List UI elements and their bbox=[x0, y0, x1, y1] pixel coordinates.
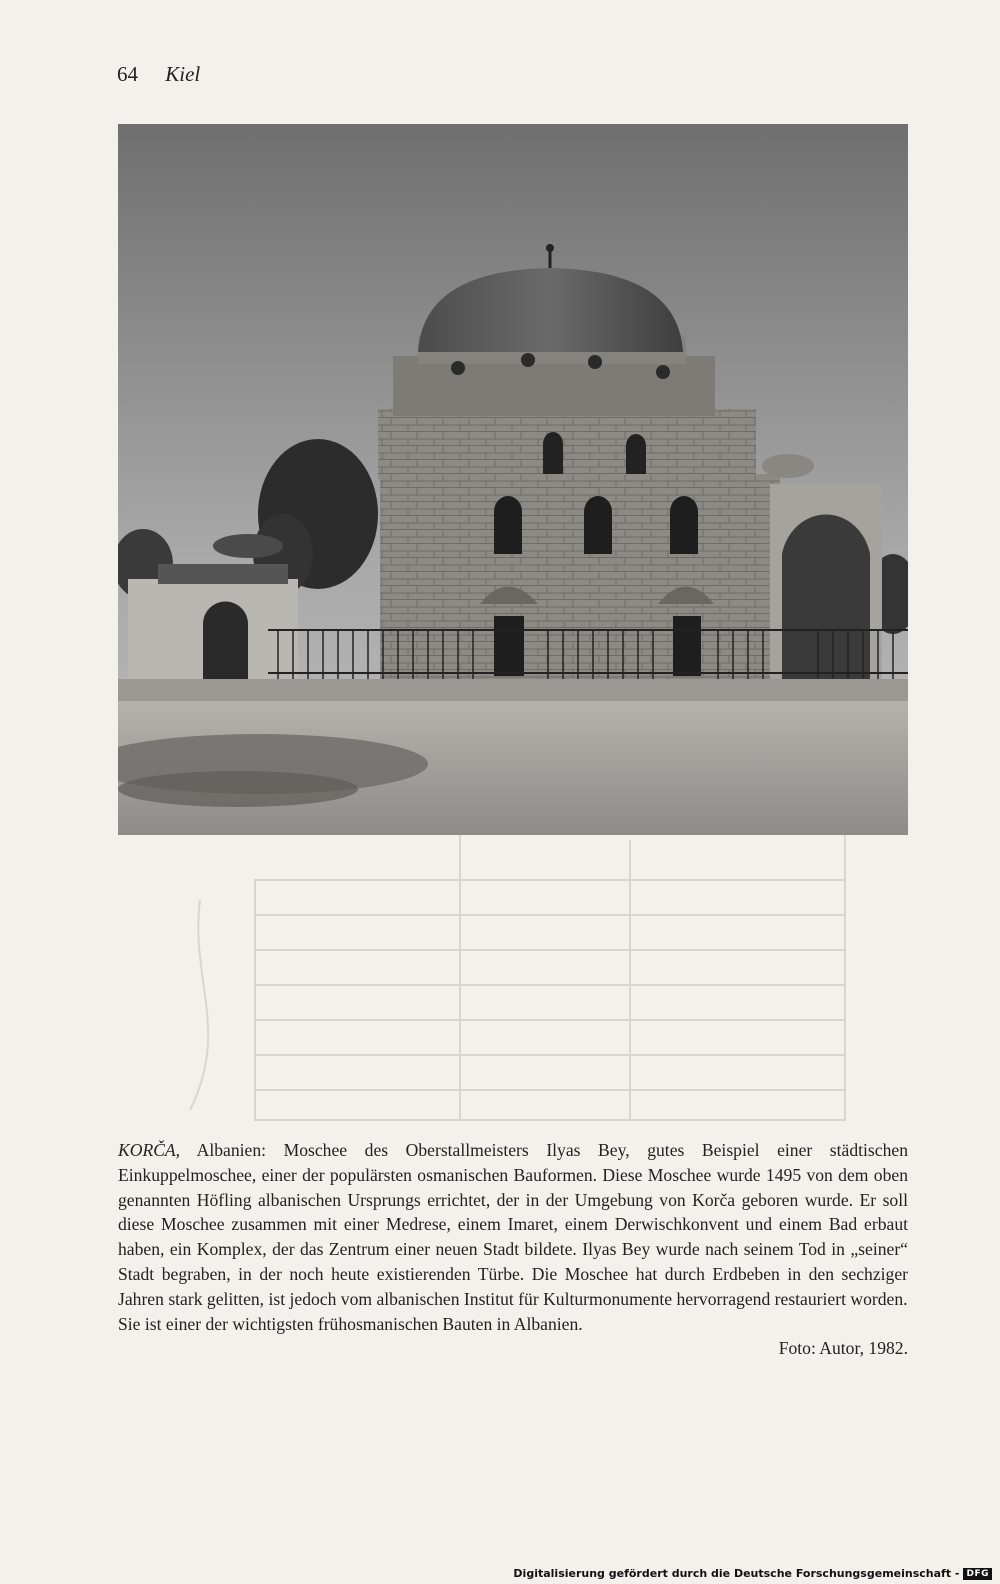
running-header bbox=[117, 62, 200, 87]
photo-credit: Foto: Autor, 1982. bbox=[778, 1338, 908, 1359]
caption-place: KORČA, bbox=[118, 1140, 181, 1160]
digitization-footer bbox=[513, 1567, 992, 1580]
caption-last-line: Sie ist einer der wichtigsten frühosmanischen Bauten in Albanien. bbox=[118, 1313, 583, 1334]
dfg-logo: DFG bbox=[963, 1568, 992, 1580]
mosque-photo bbox=[118, 124, 908, 835]
figure-caption bbox=[118, 1138, 908, 1361]
caption-body: Albanien: Moschee des Oberstallmeisters Ilyas Bey, gutes Beispiel einer städtischen Einkuppelmoschee, einer der populärsten osmanischen Bauformen. Diese Moschee wurde 1495 von dem oben genannten Höfling albanischen Ursprungs errichtet, der in der Umgebung von Korča geboren wurde. Er soll diese Moschee zusammen mit einer Medrese, einem Imaret, einem Derwischkonvent und einem Bad erbaut haben, ein Komplex, der das Zentrum einer neuen Stadt bildete. Ilyas Bey wurde nach seinem Tod in „seiner“ Stadt begraben, in der noch heute existierenden Türbe. Die Moschee hat durch Erdbeben in den sechziger Jahren stark gelitten, ist jedoch vom albanischen Institut für Kulturmonumente hervorragend restauriert worden. bbox=[118, 1140, 908, 1309]
caption-paragraph bbox=[118, 1138, 908, 1312]
footer-text: Digitalisierung gefördert durch die Deutsche Forschungsgemeinschaft - bbox=[513, 1567, 960, 1580]
running-head-author: Kiel bbox=[165, 62, 201, 86]
page-number: 64 bbox=[117, 62, 138, 86]
